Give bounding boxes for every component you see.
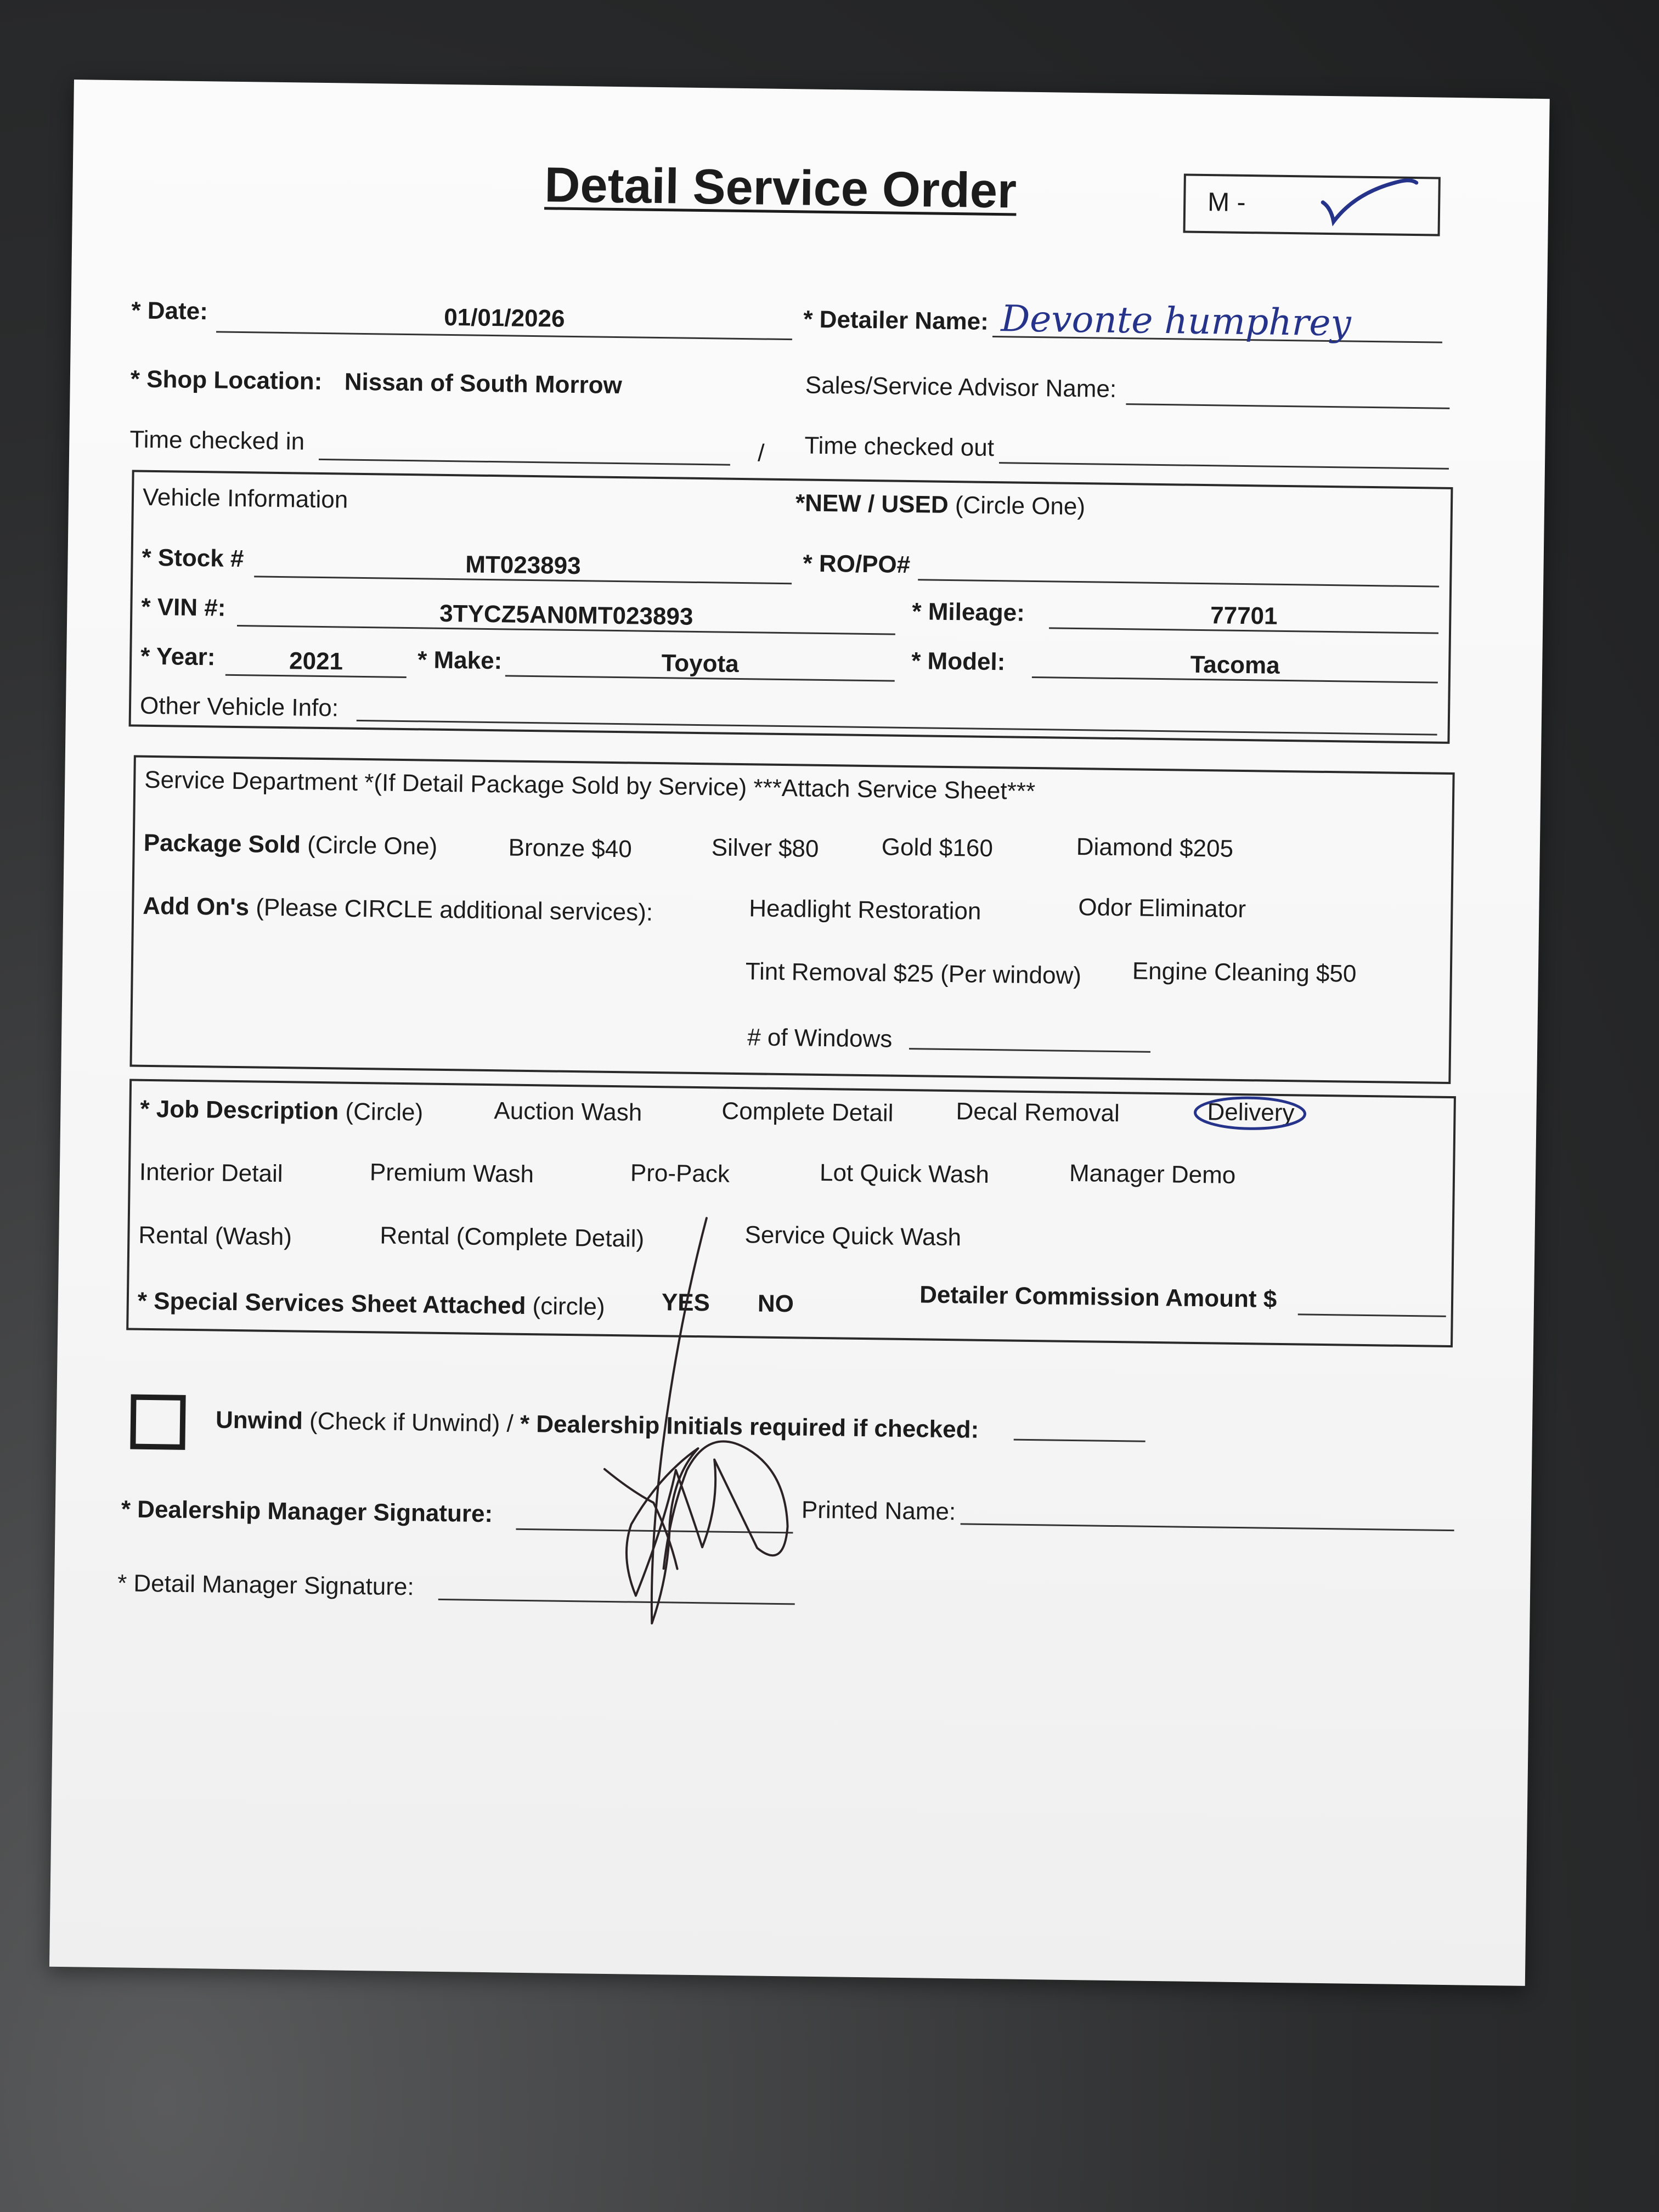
mileage-value: 77701 [1210, 602, 1278, 630]
new-used-rest: (Circle One) [948, 491, 1086, 521]
job-description-rest: (Circle) [338, 1098, 424, 1126]
time-checked-out-line [999, 462, 1449, 470]
package-sold-label [143, 830, 437, 861]
job-description-label [140, 1096, 423, 1127]
package-bronze: Bronze $40 [508, 834, 633, 863]
new-used-bold: *NEW / USED [795, 489, 949, 518]
stock-value: MT023893 [465, 551, 581, 580]
time-checked-out-label: Time checked out [804, 432, 995, 462]
printed-name-line [961, 1523, 1454, 1531]
advisor-name-label: Sales/Service Advisor Name: [805, 371, 1117, 403]
job-lot-quick-wash: Lot Quick Wash [819, 1159, 990, 1189]
model-value: Tacoma [1190, 651, 1280, 679]
vin-value: 3TYCZ5AN0MT023893 [439, 600, 693, 630]
special-services-rest: (circle) [526, 1292, 605, 1321]
package-sold-bold: Package Sold [143, 829, 301, 859]
vin-label: * VIN #: [141, 593, 226, 622]
special-services-no: NO [757, 1290, 794, 1318]
m-box [1183, 173, 1441, 236]
year-label: * Year: [140, 642, 216, 671]
add-ons-rest: (Please CIRCLE additional services): [249, 894, 653, 926]
package-silver: Silver $80 [711, 834, 819, 862]
unwind-rest: (Check if Unwind) / [302, 1407, 521, 1437]
make-value: Toyota [661, 650, 739, 678]
windows-count-label: # of Windows [747, 1024, 893, 1053]
job-decal-removal: Decal Removal [956, 1098, 1120, 1127]
unwind-checkbox[interactable] [130, 1395, 185, 1450]
job-premium-wash: Premium Wash [369, 1159, 534, 1188]
add-ons-bold: Add On's [142, 892, 250, 921]
addon-engine-cleaning: Engine Cleaning $50 [1132, 957, 1357, 988]
job-description-bold: * Job Description [140, 1095, 339, 1125]
dealership-initials-line [1014, 1439, 1146, 1442]
commission-label: Detailer Commission Amount $ [919, 1281, 1277, 1313]
addon-odor-eliminator: Odor Eliminator [1078, 894, 1246, 923]
time-checked-in-label: Time checked in [129, 426, 305, 455]
stock-label: * Stock # [142, 544, 244, 573]
job-auction-wash: Auction Wash [494, 1097, 642, 1126]
special-services-bold: * Special Services Sheet Attached [137, 1287, 526, 1319]
mileage-label: * Mileage: [912, 598, 1025, 627]
date-label: * Date: [131, 297, 208, 325]
signature-scribble [537, 1216, 849, 1637]
make-label: * Make: [417, 646, 503, 675]
job-interior-detail: Interior Detail [139, 1158, 283, 1188]
detailer-name-label: * Detailer Name: [803, 306, 989, 335]
unwind-bold: Unwind [215, 1406, 303, 1435]
job-delivery: Delivery [1207, 1098, 1295, 1127]
job-service-quick-wash: Service Quick Wash [744, 1221, 962, 1251]
special-services-yes: YES [661, 1289, 710, 1317]
time-slash: / [757, 439, 765, 467]
year-value: 2021 [289, 647, 343, 675]
package-diamond: Diamond $205 [1076, 833, 1234, 862]
ro-po-label: * RO/PO# [803, 550, 911, 579]
model-label: * Model: [911, 647, 1006, 676]
vehicle-info-label: Vehicle Information [142, 483, 348, 514]
printed-name-label: Printed Name: [801, 1496, 956, 1526]
form-title: Detail Service Order [544, 157, 1017, 219]
shop-location-value: Nissan of South Morrow [344, 368, 623, 399]
check-mark-icon [1317, 175, 1427, 232]
job-pro-pack: Pro-Pack [630, 1159, 730, 1188]
date-value: 01/01/2026 [443, 303, 565, 332]
m-box-label: M - [1207, 188, 1246, 217]
service-department-heading: Service Department *(If Detail Package Sold by Service) ***Attach Service Sheet*** [144, 766, 1036, 805]
job-rental-wash: Rental (Wash) [138, 1221, 292, 1251]
job-manager-demo: Manager Demo [1069, 1159, 1236, 1189]
package-gold: Gold $160 [881, 833, 994, 862]
shop-location-label: * Shop Location: [130, 365, 323, 395]
job-rental-complete-detail: Rental (Complete Detail) [380, 1222, 645, 1252]
addon-headlight-restoration: Headlight Restoration [749, 895, 981, 925]
other-vehicle-info-label: Other Vehicle Info: [139, 692, 339, 722]
package-sold-rest: (Circle One) [300, 831, 438, 860]
detailer-name-handwritten: Devonte humphrey [1000, 297, 1352, 345]
addon-tint-removal: Tint Removal $25 (Per window) [745, 958, 1082, 990]
service-order-form [49, 80, 1550, 1986]
job-complete-detail: Complete Detail [721, 1097, 894, 1127]
advisor-name-line [1126, 403, 1449, 409]
new-used-label [795, 489, 1086, 521]
time-checked-in-line [319, 459, 730, 466]
dealership-initials-label: * Dealership Initials required if checked: [520, 1410, 979, 1443]
delivery-circle-mark [1188, 1092, 1314, 1137]
detail-manager-signature-label: * Detail Manager Signature: [117, 1570, 414, 1601]
dealership-manager-signature-label: * Dealership Manager Signature: [121, 1496, 493, 1528]
